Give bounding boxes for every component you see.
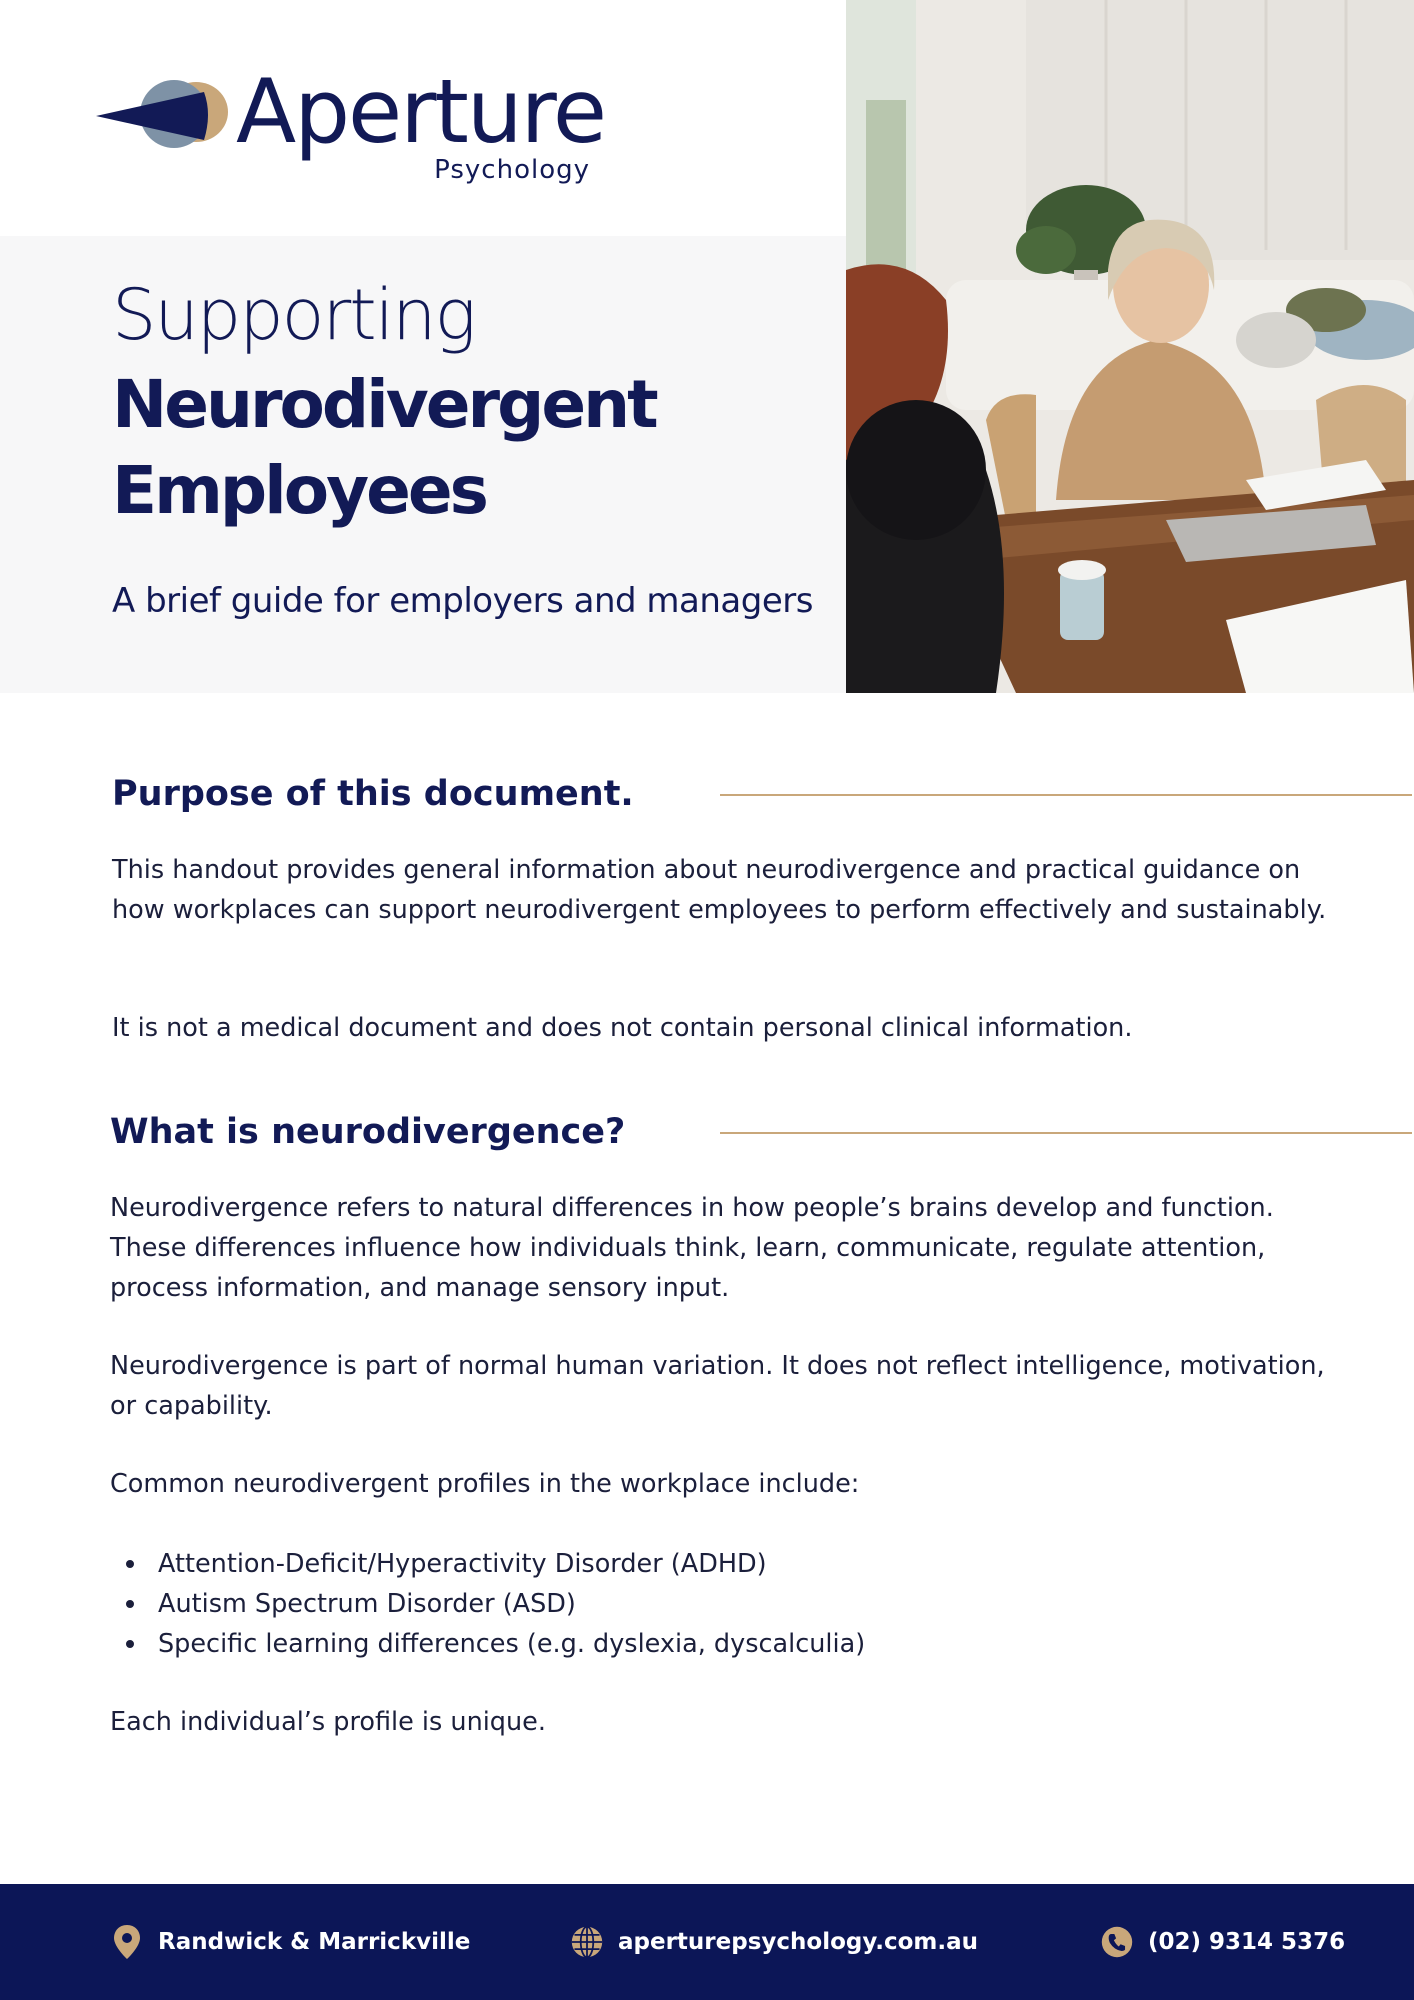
phone-icon [1100,1923,1134,1961]
purpose-heading: Purpose of this document. [112,774,634,814]
header [0,0,846,693]
subtitle: A brief guide for employers and managers [112,581,813,621]
section-divider [720,794,1412,796]
neurodivergence-heading: What is neurodivergence? [110,1112,626,1152]
footer-phone[interactable]: (02) 9314 5376 [1100,1922,1345,1962]
footer-location: Randwick & Marrickville [110,1922,470,1962]
bullet-icon [126,1560,134,1568]
title-line-2: Neurodivergent [112,366,656,443]
list-item: Attention-Deficit/Hyperactivity Disorder (ADHD) [110,1544,1340,1584]
meeting-photo-illustration [846,0,1414,693]
neurodivergence-paragraph-3: Common neurodivergent profiles in the workplace include: [110,1469,860,1499]
title-line-1: Supporting [112,274,475,356]
neurodivergence-paragraph-4: Each individual’s profile is unique. [110,1707,546,1737]
list-item: Autism Spectrum Disorder (ASD) [110,1584,1340,1624]
purpose-paragraph-2: It is not a medical document and does not contain personal clinical information. [112,1013,1133,1043]
title-line-3: Employees [112,452,486,529]
footer-website[interactable]: aperturepsychology.com.au [570,1922,978,1962]
hero-photo [846,0,1414,693]
logo-wordmark: Aperture [236,60,606,163]
profile-list [110,1544,1340,1664]
section-divider [720,1132,1412,1134]
globe-icon [570,1923,604,1961]
footer [0,1884,1414,2000]
logo-tagline: Psychology [434,155,590,185]
neurodivergence-paragraph-1: Neurodivergence refers to natural differences in how people’s brains develop and function. These differences influence how individuals think, learn, communicate, regulate attention, process information, and manage sensory input. [110,1193,1274,1303]
bullet-icon [126,1640,134,1648]
neurodivergence-paragraph-2: Neurodivergence is part of normal human variation. It does not reflect intelligence, motivation, or capability. [110,1351,1325,1421]
logo [0,0,846,236]
location-pin-icon [110,1923,144,1961]
bullet-icon [126,1600,134,1608]
aperture-logo-icon [96,78,232,150]
purpose-paragraph-1: This handout provides general information about neurodivergence and practical guidance on how workplaces can support neurodivergent employees to perform effectively and sustainably. [112,855,1327,925]
list-item: Specific learning differences (e.g. dyslexia, dyscalculia) [110,1624,1340,1664]
